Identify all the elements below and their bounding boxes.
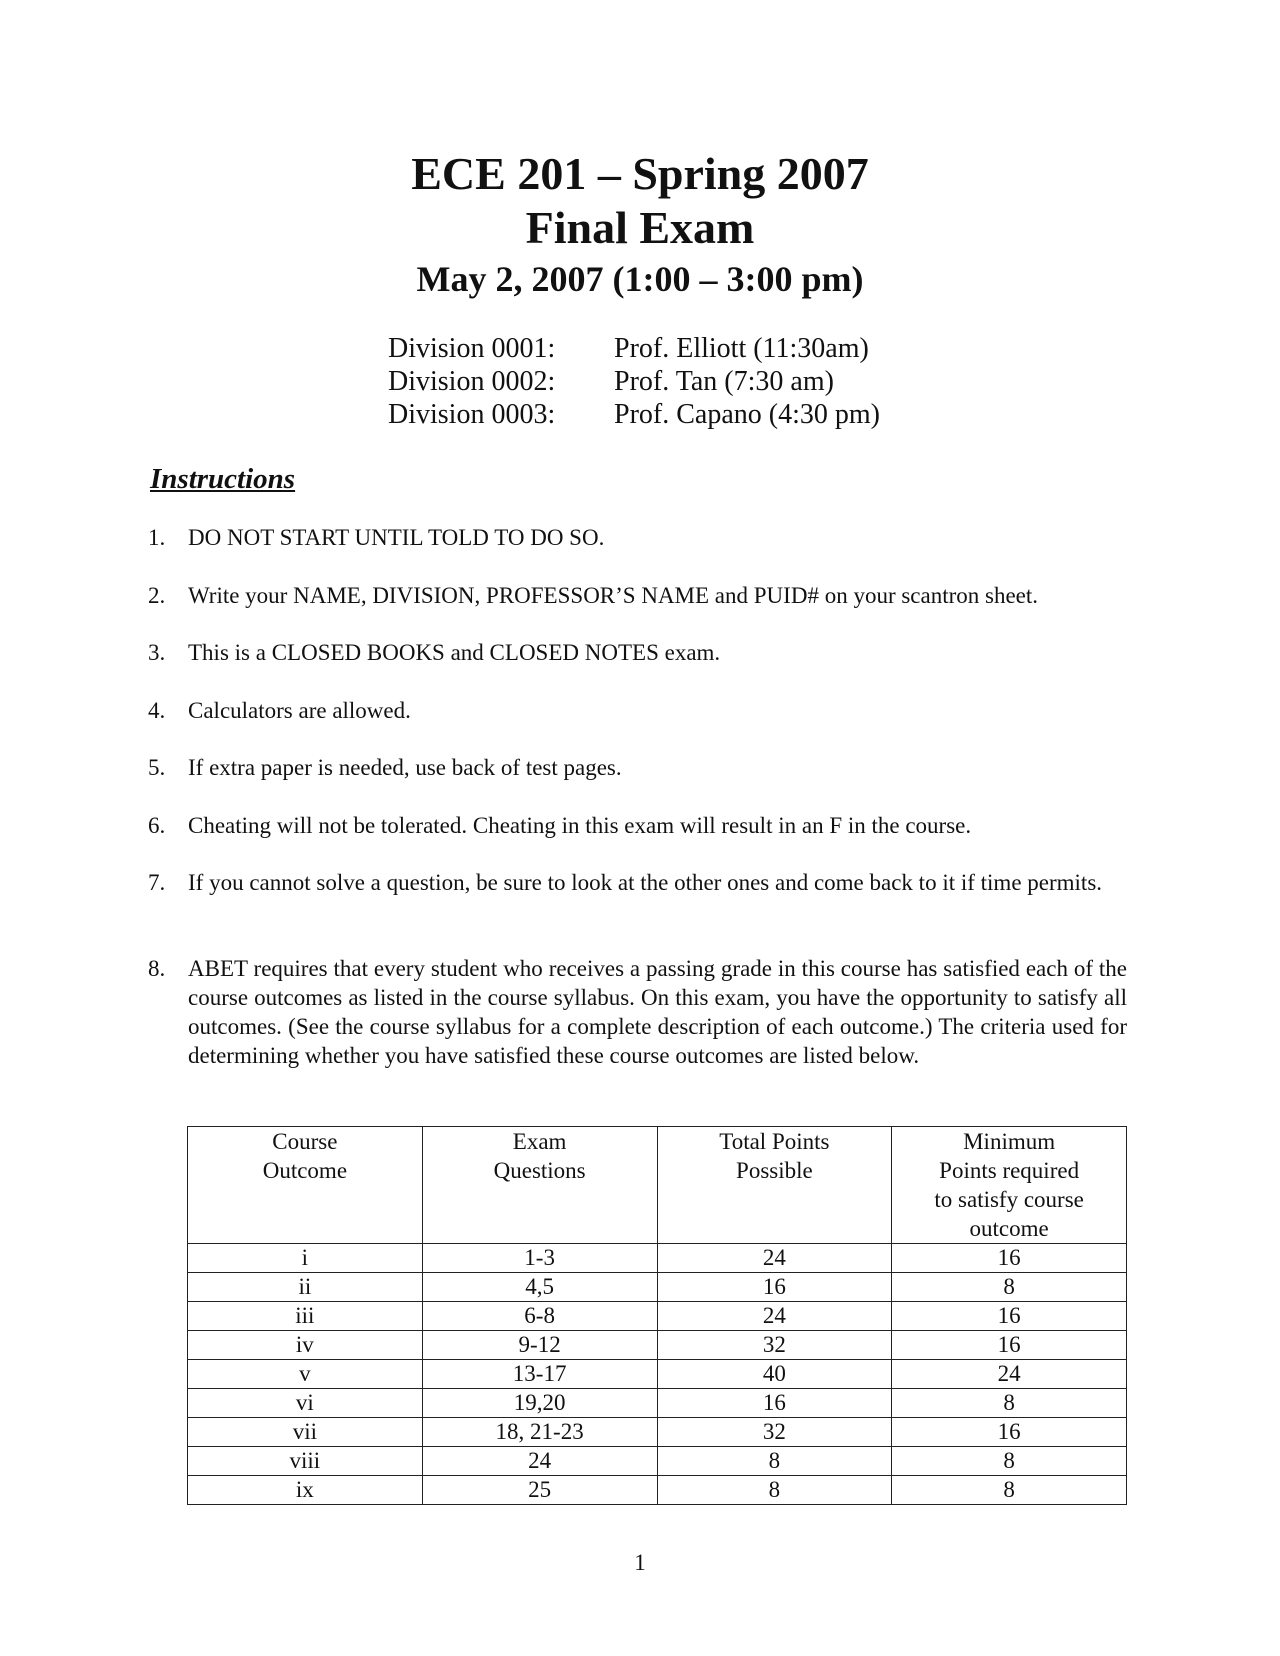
item-number: 4. — [148, 698, 166, 723]
item-number: 7. — [148, 870, 166, 895]
instruction-item — [148, 523, 1127, 552]
table-row — [188, 1476, 1127, 1505]
division-row — [388, 333, 869, 365]
table-cell: 16 — [892, 1302, 1127, 1331]
table-cell: 24 — [657, 1302, 892, 1331]
table-cell: 6-8 — [422, 1302, 657, 1331]
table-cell: ix — [188, 1476, 423, 1505]
exam-subtitle: Final Exam — [525, 202, 755, 253]
item-number: 3. — [148, 640, 166, 665]
table-cell: 8 — [892, 1389, 1127, 1418]
table-row — [188, 1418, 1127, 1447]
instruction-item — [148, 811, 1127, 840]
outcomes-table — [187, 1126, 1127, 1505]
table-cell: 18, 21-23 — [422, 1418, 657, 1447]
instruction-item — [148, 696, 1127, 725]
item-text: If extra paper is needed, use back of test pages. — [188, 755, 622, 780]
table-row — [188, 1273, 1127, 1302]
division-row — [388, 399, 880, 431]
table-cell: 40 — [657, 1360, 892, 1389]
instruction-item — [148, 753, 1127, 782]
table-cell: 25 — [422, 1476, 657, 1505]
item-number: 2. — [148, 583, 166, 608]
instruction-item — [148, 581, 1127, 610]
item-number: 5. — [148, 755, 166, 780]
table-row — [188, 1360, 1127, 1389]
table-header-row — [188, 1127, 1127, 1244]
table-row — [188, 1302, 1127, 1331]
table-cell: 16 — [892, 1418, 1127, 1447]
table-cell: 8 — [892, 1476, 1127, 1505]
table-cell: 4,5 — [422, 1273, 657, 1302]
item-number: 6. — [148, 813, 166, 838]
item-text: This is a CLOSED BOOKS and CLOSED NOTES exam. — [188, 640, 721, 665]
division-label: Division 0002: — [388, 366, 556, 397]
item-text: If you cannot solve a question, be sure to look at the other ones and come back to it if time permits. — [188, 870, 1103, 895]
table-cell: 24 — [422, 1447, 657, 1476]
item-text: Calculators are allowed. — [188, 698, 411, 723]
table-cell: iii — [188, 1302, 423, 1331]
table-cell: 24 — [892, 1360, 1127, 1389]
table-cell: 32 — [657, 1331, 892, 1360]
table-cell: 8 — [657, 1447, 892, 1476]
item-number: 8. — [148, 956, 166, 981]
table-cell: 9-12 — [422, 1331, 657, 1360]
item-number: 1. — [148, 525, 166, 550]
item-text: DO NOT START UNTIL TOLD TO DO SO. — [188, 525, 605, 550]
instruction-item — [148, 868, 1127, 897]
exam-title: ECE 201 – Spring 2007 — [411, 148, 869, 199]
instruction-item — [148, 638, 1127, 667]
item-text: Cheating will not be tolerated. Cheating in this exam will result in an F in the course. — [188, 813, 972, 838]
table-cell: iv — [188, 1331, 423, 1360]
table-cell: 16 — [892, 1331, 1127, 1360]
table-cell: 8 — [892, 1273, 1127, 1302]
column-header: Total Points Possible — [657, 1127, 892, 1244]
division-professor: Prof. Elliott (11:30am) — [614, 333, 869, 364]
table-cell: v — [188, 1360, 423, 1389]
item-text: Write your NAME, DIVISION, PROFESSOR’S NAME and PUID# on your scantron sheet. — [188, 583, 1039, 608]
table-row — [188, 1389, 1127, 1418]
table-row — [188, 1331, 1127, 1360]
table-cell: ii — [188, 1273, 423, 1302]
division-professor: Prof. Capano (4:30 pm) — [614, 399, 880, 430]
instruction-item — [148, 954, 1127, 1070]
table-cell: viii — [188, 1447, 423, 1476]
table-cell: 16 — [657, 1273, 892, 1302]
table-cell: 8 — [657, 1476, 892, 1505]
column-header: Minimum Points required to satisfy course outcome — [892, 1127, 1127, 1244]
exam-date: May 2, 2007 (1:00 – 3:00 pm) — [416, 259, 864, 299]
table-cell: 8 — [892, 1447, 1127, 1476]
table-cell: vii — [188, 1418, 423, 1447]
table-cell: 24 — [657, 1244, 892, 1273]
table-cell: vi — [188, 1389, 423, 1418]
page-number: 1 — [634, 1550, 646, 1575]
table-cell: 32 — [657, 1418, 892, 1447]
division-label: Division 0003: — [388, 399, 556, 430]
table-row — [188, 1447, 1127, 1476]
table-cell: 16 — [892, 1244, 1127, 1273]
table-cell: 1-3 — [422, 1244, 657, 1273]
division-row — [388, 366, 834, 398]
table-cell: 13-17 — [422, 1360, 657, 1389]
column-header: Exam Questions — [422, 1127, 657, 1244]
table-cell: i — [188, 1244, 423, 1273]
instructions-heading: Instructions — [150, 463, 296, 495]
division-professor: Prof. Tan (7:30 am) — [614, 366, 834, 397]
table-cell: 16 — [657, 1389, 892, 1418]
division-label: Division 0001: — [388, 333, 556, 364]
column-header: Course Outcome — [188, 1127, 423, 1244]
table-cell: 19,20 — [422, 1389, 657, 1418]
item-text: ABET requires that every student who receives a passing grade in this course has satisfied each of the course outcomes as listed in the course syllabus. On this exam, you have the opportunity to satisfy all outcomes. (See the course syllabus for a complete description of each outcome.) The criteria used for determining whether you have satisfied these course outcomes are listed below. — [188, 956, 1127, 1068]
table-row — [188, 1244, 1127, 1273]
